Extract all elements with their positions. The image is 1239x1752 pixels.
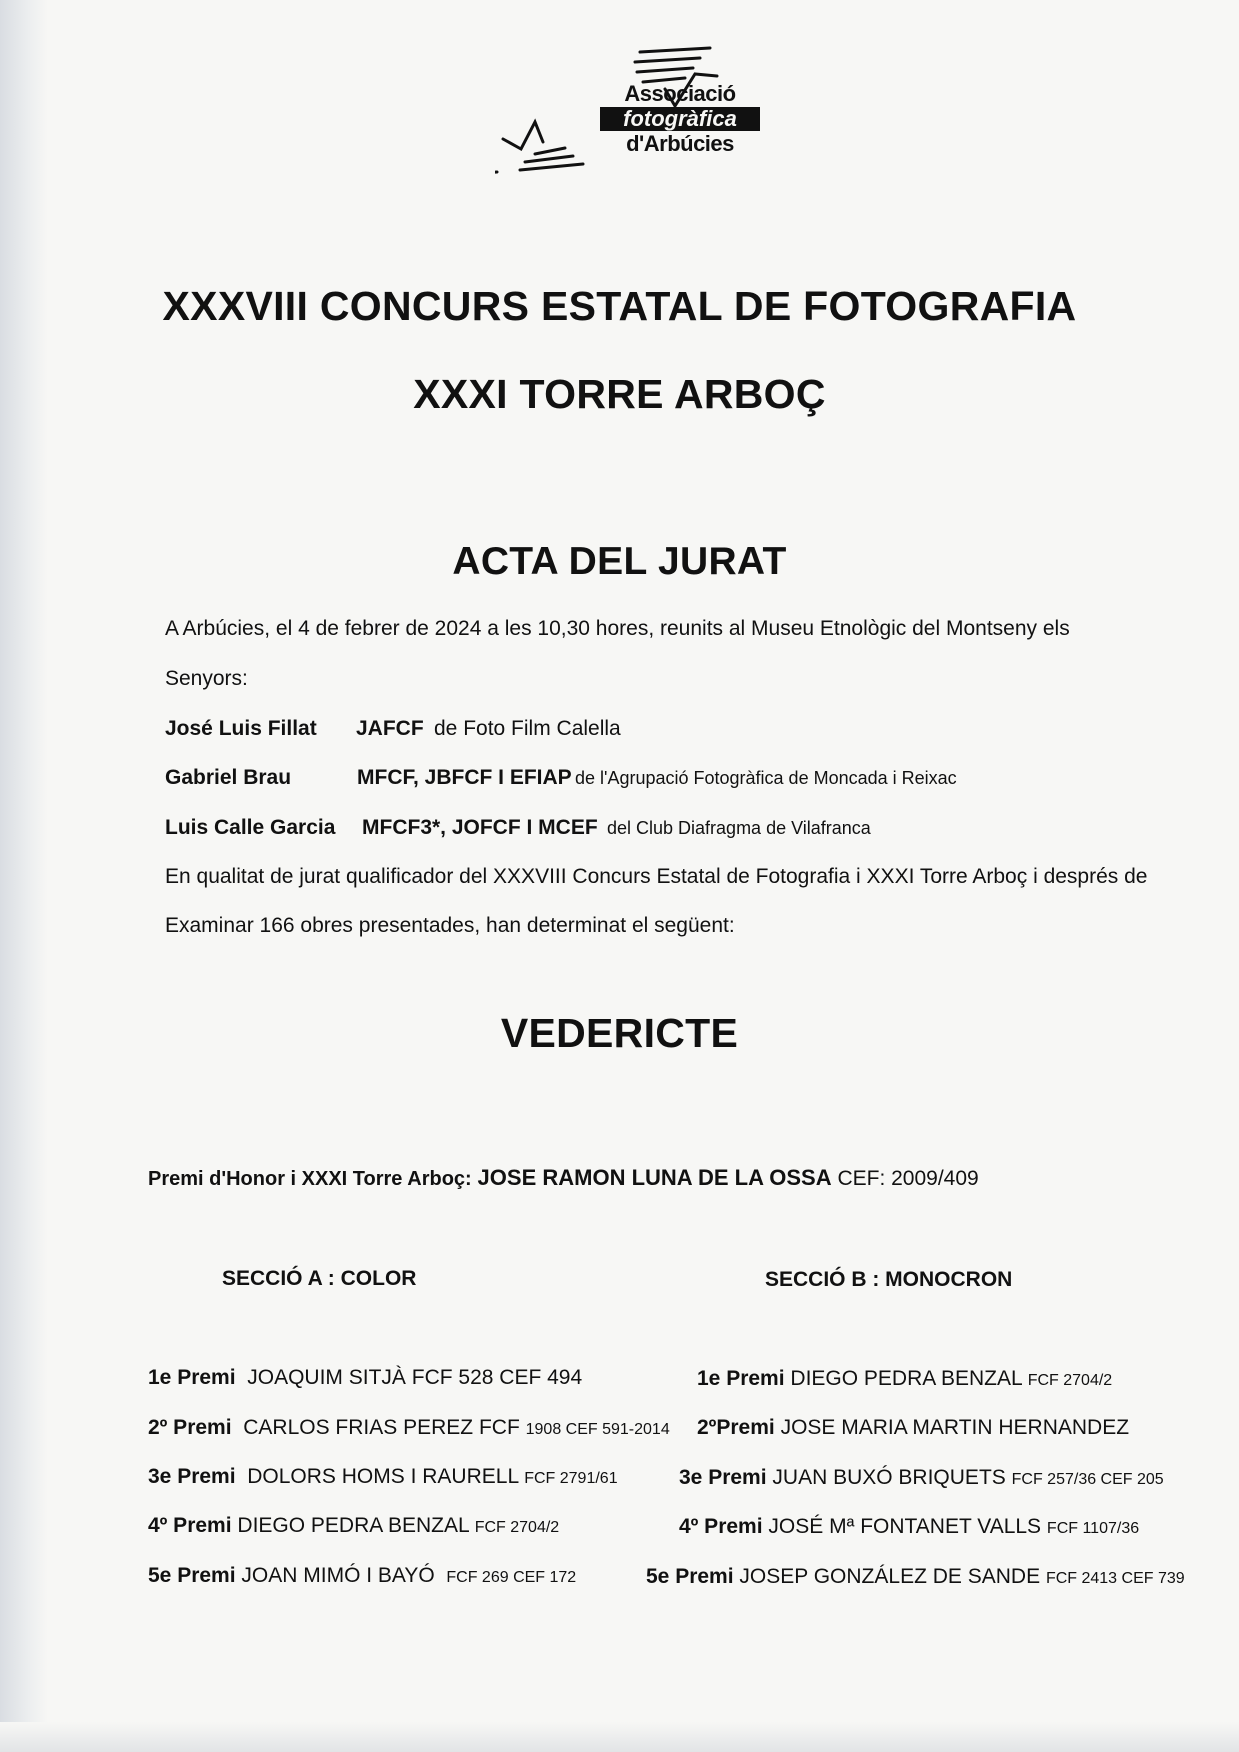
verdict-heading: VEDERICTE [500, 1010, 739, 1056]
contest-title: XXXVIII CONCURS ESTATAL DE FOTOGRAFIA [162, 283, 1077, 329]
section-b-prize-5 [646, 1565, 1185, 1589]
section-a-prize-2 [148, 1416, 670, 1440]
prize-label: 5e Premi [646, 1565, 734, 1588]
honor-label: Premi d'Honor i XXXI Torre Arboç: [148, 1168, 472, 1190]
section-b-prize-4 [679, 1515, 1139, 1539]
prize-license: FCF 2413 CEF 739 [1045, 1570, 1185, 1587]
logo-line-1: Associació [624, 81, 736, 106]
prize-label: 3e Premi [679, 1466, 767, 1489]
juror-2-name: Gabriel Brau [165, 766, 292, 789]
prize-license: FCF 269 CEF 172 [446, 1569, 577, 1586]
logo-line-3: d'Arbúcies [626, 131, 734, 156]
honor-winner: JOSE RAMON LUNA DE LA OSSA [477, 1165, 832, 1190]
closing-line-2: Examinar 166 obres presentades, han determinat el següent: [165, 914, 735, 937]
juror-3-titles: MFCF3*, JOFCF I MCEF [362, 816, 598, 839]
prize-license: FCF 257/36 CEF 205 [1011, 1471, 1164, 1488]
section-b-prize-2 [697, 1416, 1129, 1440]
prize-license: FCF 2704/2 [474, 1519, 560, 1536]
acta-heading: ACTA DEL JURAT [452, 540, 787, 583]
section-a-prize-4 [148, 1514, 559, 1538]
juror-3-club: del Club Diafragma de Vilafranca [607, 818, 871, 838]
section-a-title: SECCIÓ A : COLOR [222, 1267, 417, 1290]
prize-winner: JUAN BUXÓ BRIQUETS [772, 1466, 1006, 1489]
prize-winner: JOSÉ Mª FONTANET VALLS [768, 1515, 1042, 1538]
section-b-title: SECCIÓ B : MONOCRON [765, 1268, 1013, 1291]
juror-1-club: de Foto Film Calella [434, 717, 621, 740]
section-b-prize-1 [697, 1367, 1112, 1391]
scan-edge-bottom [0, 1722, 1239, 1752]
logo-wordmark [600, 82, 760, 156]
prize-license: FCF 1107/36 [1046, 1520, 1140, 1537]
section-a-prize-5 [148, 1564, 576, 1588]
prize-label: 4º Premi [679, 1515, 763, 1538]
intro-line-1: A Arbúcies, el 4 de febrer de 2024 a les 10,30 hores, reunits al Museu Etnològic del Montseny els [165, 617, 1070, 640]
prize-winner: JOAN MIMÓ I BAYÓ [241, 1564, 435, 1587]
juror-1-name: José Luis Fillat [165, 717, 317, 740]
prize-winner: CARLOS FRIAS PEREZ FCF [243, 1416, 520, 1439]
juror-2-titles: MFCF, JBFCF I EFIAP [357, 766, 572, 789]
juror-2-club: de l'Agrupació Fotogràfica de Moncada i Reixac [575, 768, 957, 788]
prize-label: 2ºPremi [697, 1416, 775, 1439]
prize-winner: DIEGO PEDRA BENZAL [790, 1367, 1022, 1390]
prize-label: 5e Premi [148, 1564, 236, 1587]
prize-winner: JOSEP GONZÁLEZ DE SANDE [739, 1565, 1041, 1588]
honor-license: CEF: 2009/409 [837, 1167, 979, 1190]
closing-line-1: En qualitat de jurat qualificador del XXXVIII Concurs Estatal de Fotografia i XXXI Torre Arboç i després de [165, 865, 1148, 888]
prize-license: FCF 2791/61 [524, 1470, 618, 1487]
prize-label: 3e Premi [148, 1465, 236, 1488]
scan-edge [0, 0, 48, 1752]
association-logo [495, 44, 815, 204]
prize-label: 4º Premi [148, 1514, 232, 1537]
section-a-prize-3 [148, 1465, 618, 1489]
juror-3-name: Luis Calle Garcia [165, 816, 336, 839]
prize-license: FCF 2704/2 [1027, 1372, 1113, 1389]
prize-label: 2º Premi [148, 1416, 232, 1439]
prize-winner: DIEGO PEDRA BENZAL [237, 1514, 469, 1537]
honor-prize [148, 1165, 979, 1191]
logo-line-2: fotogràfica [600, 107, 760, 131]
intro-line-2: Senyors: [165, 667, 248, 690]
prize-label: 1e Premi [697, 1367, 785, 1390]
prize-license: 1908 CEF 591-2014 [525, 1421, 670, 1438]
section-a-prize-1 [148, 1366, 582, 1390]
juror-1-titles: JAFCF [356, 717, 424, 740]
prize-winner: DOLORS HOMS I RAURELL [247, 1465, 519, 1488]
prize-label: 1e Premi [148, 1366, 236, 1389]
prize-winner: JOSE MARIA MARTIN HERNANDEZ [780, 1416, 1130, 1439]
contest-subtitle: XXXI TORRE ARBOÇ [413, 371, 826, 417]
section-b-prize-3 [679, 1466, 1164, 1490]
prize-winner: JOAQUIM SITJÀ FCF 528 CEF 494 [247, 1366, 583, 1389]
